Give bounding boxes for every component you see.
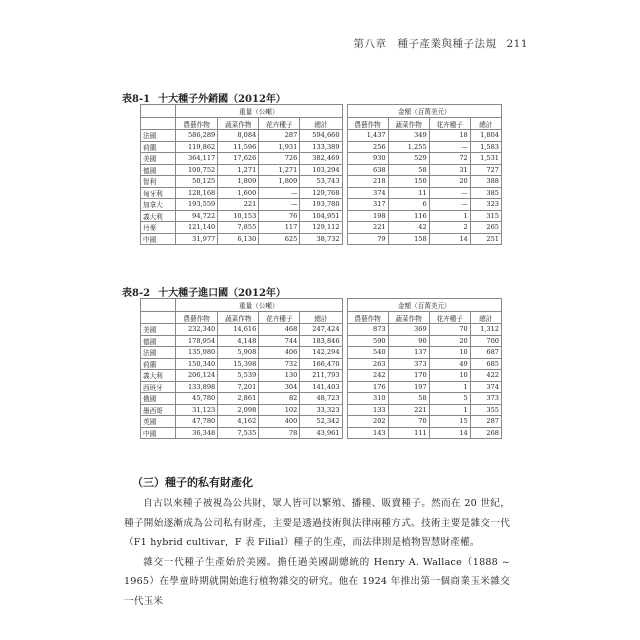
- value-cell: 2,861: [218, 393, 259, 405]
- value-cell: 178,954: [176, 335, 218, 347]
- value-cell: 129,768: [300, 187, 342, 199]
- value-cell: 15,398: [218, 358, 259, 370]
- country-cell: 德國: [141, 335, 176, 347]
- value-cell: 221: [388, 404, 429, 416]
- table1-corner-cell-2: [141, 118, 176, 130]
- country-cell: 德國: [141, 164, 176, 176]
- value-cell: 70: [388, 416, 429, 428]
- value-cell: 166,470: [300, 358, 342, 370]
- value-cell: 206,124: [176, 370, 218, 382]
- country-cell: 法國: [141, 347, 176, 359]
- table2-group-header-row: [141, 299, 502, 312]
- value-cell: 349: [388, 130, 429, 142]
- value-cell: 119,862: [176, 141, 218, 153]
- value-cell: 256: [347, 141, 388, 153]
- value-cell: 625: [259, 233, 300, 245]
- value-cell: 374: [347, 187, 388, 199]
- value-cell: 20: [429, 176, 470, 188]
- paragraph: 雜交一代種子生產始於美國。擔任過美國副總統的 Henry A. Wallace（1888 ~ 1965）在學童時期就開始進行植物雜交的研究。他在 1924 年推出第一個商業玉米雜交一代玉米: [124, 556, 510, 607]
- value-cell: 540: [347, 347, 388, 359]
- value-cell: 130: [259, 370, 300, 382]
- value-cell: —: [429, 141, 470, 153]
- value-cell: 1,809: [218, 176, 259, 188]
- value-cell: 78: [259, 427, 300, 439]
- paragraph: 自古以來種子被視為公共財，眾人皆可以繁殖、播種、販賣種子。然而在 20 世紀，種子開始逐漸成為公司私有財產，主要是透過技術與法律兩種方式。技術主要是雜交一代（F1 hybrid cultivar，F 表 Filial）種子的生產，而法律則是植物智慧財產權。: [124, 498, 510, 548]
- value-cell: 218: [347, 176, 388, 188]
- section-heading: （三）種子的私有財產化: [132, 476, 253, 489]
- value-cell: 1,271: [259, 164, 300, 176]
- body-text: [124, 494, 510, 611]
- table-row: [141, 176, 502, 188]
- table1-col-total-weight: 總計: [300, 118, 342, 130]
- value-cell: 4,148: [218, 335, 259, 347]
- value-cell: 7,535: [218, 427, 259, 439]
- value-cell: 50,125: [176, 176, 218, 188]
- table-row: [141, 404, 502, 416]
- value-cell: 400: [259, 416, 300, 428]
- value-cell: 103,294: [300, 164, 342, 176]
- value-cell: 7,855: [218, 222, 259, 234]
- country-cell: 墨西哥: [141, 404, 176, 416]
- value-cell: 468: [259, 324, 300, 336]
- value-cell: 268: [470, 427, 501, 439]
- import-table: [140, 298, 502, 439]
- value-cell: —: [429, 187, 470, 199]
- value-cell: 382,469: [300, 153, 342, 165]
- table-row: [141, 233, 502, 245]
- country-cell: 丹麥: [141, 222, 176, 234]
- country-cell: 美國: [141, 324, 176, 336]
- value-cell: 183,846: [300, 335, 342, 347]
- value-cell: 79: [347, 233, 388, 245]
- table-row: [141, 222, 502, 234]
- table2-col-vegetable-amount: 蔬菜作物: [388, 312, 429, 324]
- value-cell: 364,117: [176, 153, 218, 165]
- value-cell: 304: [259, 381, 300, 393]
- value-cell: 4,162: [218, 416, 259, 428]
- table2-col-total-weight: 總計: [300, 312, 342, 324]
- table2-col-agronomic-amount: 農藝作物: [347, 312, 388, 324]
- country-cell: 義大利: [141, 210, 176, 222]
- value-cell: 10,153: [218, 210, 259, 222]
- table1-weight-group-header: 重量（公噸）: [176, 105, 343, 118]
- value-cell: 310: [347, 393, 388, 405]
- table-row: [141, 416, 502, 428]
- table1-col-flower-weight: 花卉種子: [259, 118, 300, 130]
- value-cell: 373: [470, 393, 501, 405]
- value-cell: 7,201: [218, 381, 259, 393]
- value-cell: 594,660: [300, 130, 342, 142]
- country-cell: 法國: [141, 130, 176, 142]
- value-cell: 1,255: [388, 141, 429, 153]
- value-cell: 116: [388, 210, 429, 222]
- country-cell: 中國: [141, 427, 176, 439]
- value-cell: 94,722: [176, 210, 218, 222]
- table1-corner-cell: [141, 105, 176, 118]
- value-cell: 700: [470, 335, 501, 347]
- value-cell: 10: [429, 347, 470, 359]
- table2-title: 十大種子進口國（2012年）: [158, 288, 286, 299]
- value-cell: 406: [259, 347, 300, 359]
- value-cell: 198: [347, 210, 388, 222]
- value-cell: 48,723: [300, 393, 342, 405]
- value-cell: 47,780: [176, 416, 218, 428]
- table1-subheader-row: [141, 118, 502, 130]
- table2-col-flower-weight: 花卉種子: [259, 312, 300, 324]
- table1-caption: [122, 90, 286, 105]
- value-cell: 10: [429, 370, 470, 382]
- value-cell: 31: [429, 164, 470, 176]
- value-cell: 58: [388, 393, 429, 405]
- value-cell: 1,271: [218, 164, 259, 176]
- value-cell: 143: [347, 427, 388, 439]
- value-cell: 315: [470, 210, 501, 222]
- value-cell: 211,793: [300, 370, 342, 382]
- value-cell: 72: [429, 153, 470, 165]
- value-cell: 121,140: [176, 222, 218, 234]
- chapter-title: 第八章 種子產業與種子法規: [353, 38, 497, 50]
- value-cell: 1,809: [259, 176, 300, 188]
- value-cell: 128,168: [176, 187, 218, 199]
- value-cell: —: [259, 187, 300, 199]
- country-cell: 智利: [141, 176, 176, 188]
- country-cell: 俄國: [141, 393, 176, 405]
- value-cell: 31,123: [176, 404, 218, 416]
- value-cell: 90: [388, 335, 429, 347]
- value-cell: 5,539: [218, 370, 259, 382]
- value-cell: 14: [429, 427, 470, 439]
- value-cell: 242: [347, 370, 388, 382]
- value-cell: 247,424: [300, 324, 342, 336]
- table-row: [141, 210, 502, 222]
- value-cell: 193,559: [176, 199, 218, 211]
- value-cell: 287: [259, 130, 300, 142]
- value-cell: 20: [429, 335, 470, 347]
- table1-amount-group-header: 金額（百萬美元）: [347, 105, 501, 118]
- page-number: 211: [506, 38, 528, 50]
- value-cell: 133: [347, 404, 388, 416]
- value-cell: 133,389: [300, 141, 342, 153]
- value-cell: 1: [429, 404, 470, 416]
- value-cell: 687: [470, 347, 501, 359]
- value-cell: 70: [429, 324, 470, 336]
- table2-caption: [122, 284, 286, 299]
- value-cell: 221: [347, 222, 388, 234]
- value-cell: 102: [259, 404, 300, 416]
- table2-amount-group-header: 金額（百萬美元）: [347, 299, 501, 312]
- value-cell: 58: [388, 164, 429, 176]
- value-cell: 150: [388, 176, 429, 188]
- value-cell: 100,752: [176, 164, 218, 176]
- value-cell: 1,804: [470, 130, 501, 142]
- table-row: [141, 164, 502, 176]
- table1-col-agronomic-weight: 農藝作物: [176, 118, 218, 130]
- country-cell: 中國: [141, 233, 176, 245]
- value-cell: 1,312: [470, 324, 501, 336]
- table2-weight-group-header: 重量（公噸）: [176, 299, 343, 312]
- value-cell: 111: [388, 427, 429, 439]
- value-cell: 53,743: [300, 176, 342, 188]
- value-cell: 43,961: [300, 427, 342, 439]
- table-row: [141, 199, 502, 211]
- value-cell: 31,977: [176, 233, 218, 245]
- table1-col-total-amount: 總計: [470, 118, 501, 130]
- country-cell: 匈牙利: [141, 187, 176, 199]
- table1-col-flower-amount: 花卉種子: [429, 118, 470, 130]
- value-cell: 388: [470, 176, 501, 188]
- value-cell: 232,340: [176, 324, 218, 336]
- value-cell: 142,294: [300, 347, 342, 359]
- table-row: [141, 358, 502, 370]
- value-cell: 193,780: [300, 199, 342, 211]
- country-cell: 義大利: [141, 370, 176, 382]
- table-row: [141, 187, 502, 199]
- table1-label: 表8-1: [122, 94, 151, 105]
- value-cell: 11,596: [218, 141, 259, 153]
- value-cell: 251: [470, 233, 501, 245]
- value-cell: 76: [259, 210, 300, 222]
- value-cell: 18: [429, 130, 470, 142]
- value-cell: 744: [259, 335, 300, 347]
- value-cell: 104,951: [300, 210, 342, 222]
- table-row: [141, 153, 502, 165]
- running-header: [353, 36, 528, 51]
- table1-col-agronomic-amount: 農藝作物: [347, 118, 388, 130]
- value-cell: 2: [429, 222, 470, 234]
- table1-col-vegetable-amount: 蔬菜作物: [388, 118, 429, 130]
- value-cell: 727: [470, 164, 501, 176]
- value-cell: 385: [470, 187, 501, 199]
- table1-title: 十大種子外銷國（2012年）: [158, 94, 286, 105]
- value-cell: 1,583: [470, 141, 501, 153]
- country-cell: 美國: [141, 153, 176, 165]
- table2-col-vegetable-weight: 蔬菜作物: [218, 312, 259, 324]
- table1-group-header-row: [141, 105, 502, 118]
- table2-subheader-row: [141, 312, 502, 324]
- value-cell: 2,098: [218, 404, 259, 416]
- value-cell: 369: [388, 324, 429, 336]
- country-cell: 荷蘭: [141, 141, 176, 153]
- value-cell: 14,616: [218, 324, 259, 336]
- table1-col-vegetable-weight: 蔬菜作物: [218, 118, 259, 130]
- table-row: [141, 141, 502, 153]
- value-cell: 117: [259, 222, 300, 234]
- value-cell: 33,323: [300, 404, 342, 416]
- table2-col-total-amount: 總計: [470, 312, 501, 324]
- value-cell: —: [429, 199, 470, 211]
- value-cell: 6: [388, 199, 429, 211]
- value-cell: 49: [429, 358, 470, 370]
- value-cell: 873: [347, 324, 388, 336]
- value-cell: 129,112: [300, 222, 342, 234]
- value-cell: 930: [347, 153, 388, 165]
- country-cell: 西班牙: [141, 381, 176, 393]
- value-cell: 638: [347, 164, 388, 176]
- value-cell: 1,600: [218, 187, 259, 199]
- value-cell: 11: [388, 187, 429, 199]
- value-cell: 6,130: [218, 233, 259, 245]
- value-cell: 374: [470, 381, 501, 393]
- value-cell: 45,780: [176, 393, 218, 405]
- country-cell: 荷蘭: [141, 358, 176, 370]
- value-cell: 82: [259, 393, 300, 405]
- table-row: [141, 427, 502, 439]
- value-cell: 373: [388, 358, 429, 370]
- value-cell: 323: [470, 199, 501, 211]
- table2-col-flower-amount: 花卉種子: [429, 312, 470, 324]
- table-row: [141, 370, 502, 382]
- table2-label: 表8-2: [122, 288, 151, 299]
- value-cell: 17,626: [218, 153, 259, 165]
- value-cell: 221: [218, 199, 259, 211]
- value-cell: 150,340: [176, 358, 218, 370]
- value-cell: 1: [429, 210, 470, 222]
- value-cell: 36,348: [176, 427, 218, 439]
- table2-corner-cell-2: [141, 312, 176, 324]
- value-cell: 202: [347, 416, 388, 428]
- value-cell: 8,084: [218, 130, 259, 142]
- value-cell: 586,289: [176, 130, 218, 142]
- country-cell: 英國: [141, 416, 176, 428]
- value-cell: 5,908: [218, 347, 259, 359]
- export-table: [140, 104, 502, 245]
- value-cell: 1: [429, 381, 470, 393]
- value-cell: 529: [388, 153, 429, 165]
- value-cell: 5: [429, 393, 470, 405]
- table-row: [141, 393, 502, 405]
- value-cell: 263: [347, 358, 388, 370]
- value-cell: 170: [388, 370, 429, 382]
- value-cell: 141,403: [300, 381, 342, 393]
- value-cell: 15: [429, 416, 470, 428]
- table-row: [141, 347, 502, 359]
- value-cell: 52,342: [300, 416, 342, 428]
- table-row: [141, 335, 502, 347]
- value-cell: 14: [429, 233, 470, 245]
- value-cell: 287: [470, 416, 501, 428]
- value-cell: 590: [347, 335, 388, 347]
- table2-col-agronomic-weight: 農藝作物: [176, 312, 218, 324]
- value-cell: 317: [347, 199, 388, 211]
- value-cell: —: [259, 199, 300, 211]
- value-cell: 1,437: [347, 130, 388, 142]
- value-cell: 135,980: [176, 347, 218, 359]
- value-cell: 1,531: [470, 153, 501, 165]
- value-cell: 355: [470, 404, 501, 416]
- value-cell: 265: [470, 222, 501, 234]
- table-row: [141, 324, 502, 336]
- value-cell: 197: [388, 381, 429, 393]
- table2-corner-cell: [141, 299, 176, 312]
- value-cell: 176: [347, 381, 388, 393]
- value-cell: 42: [388, 222, 429, 234]
- value-cell: 726: [259, 153, 300, 165]
- value-cell: 1,931: [259, 141, 300, 153]
- value-cell: 685: [470, 358, 501, 370]
- table-row: [141, 381, 502, 393]
- value-cell: 137: [388, 347, 429, 359]
- value-cell: 38,732: [300, 233, 342, 245]
- value-cell: 422: [470, 370, 501, 382]
- value-cell: 158: [388, 233, 429, 245]
- table-row: [141, 130, 502, 142]
- country-cell: 加拿大: [141, 199, 176, 211]
- value-cell: 732: [259, 358, 300, 370]
- value-cell: 133,898: [176, 381, 218, 393]
